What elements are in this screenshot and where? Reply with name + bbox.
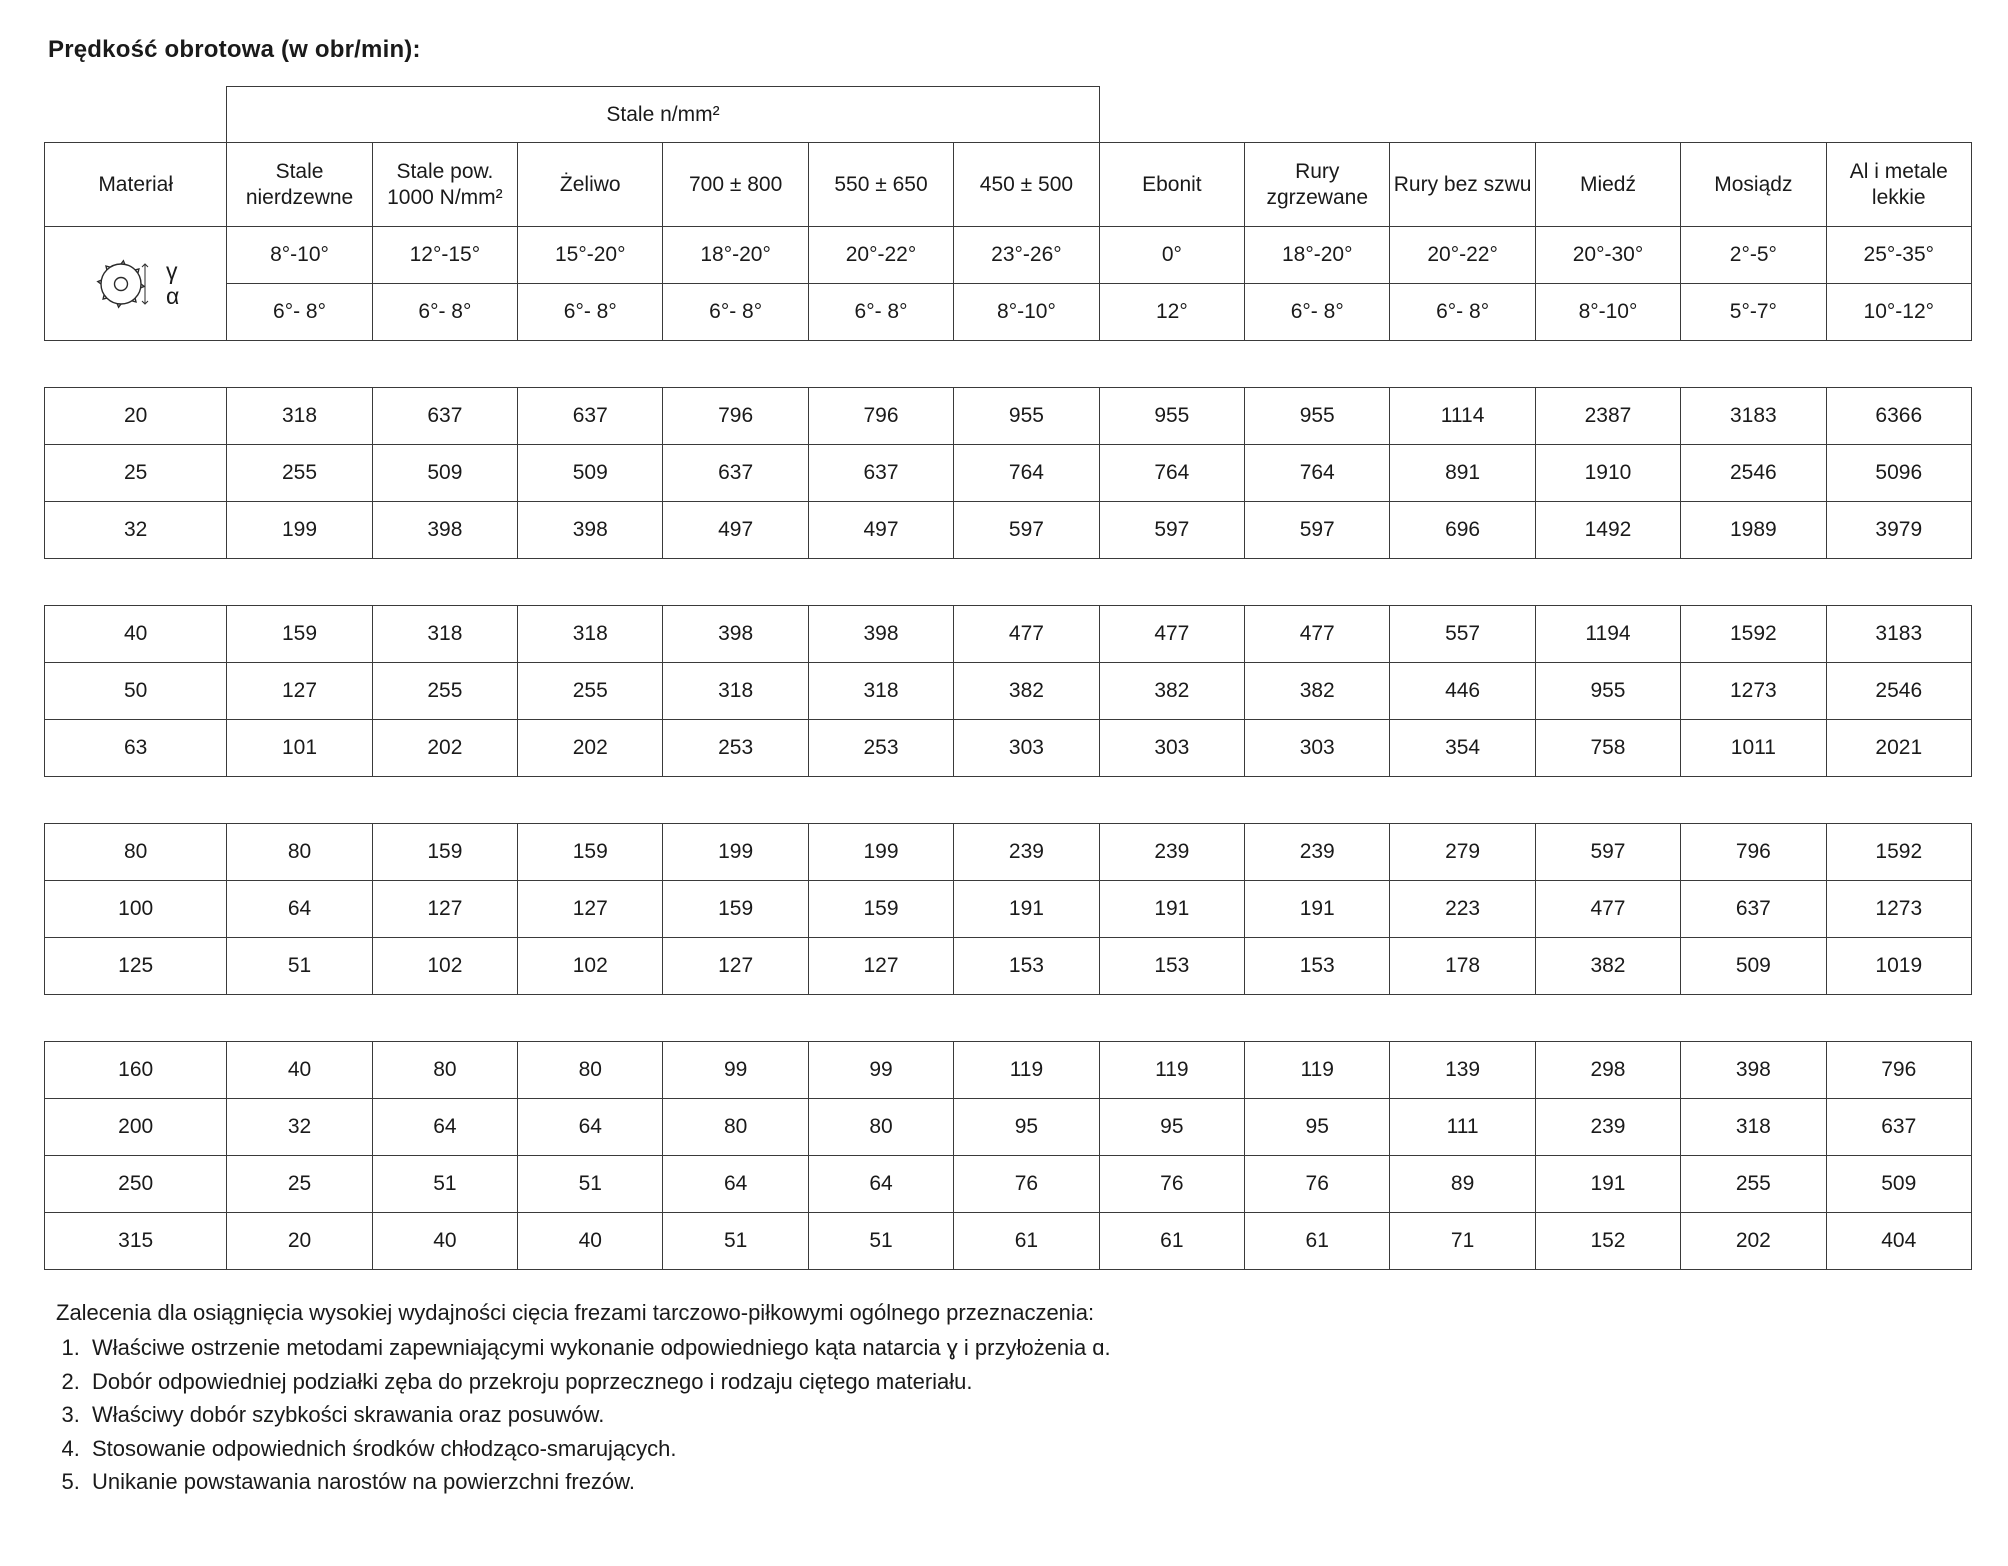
cell-value: 76 bbox=[954, 1156, 1099, 1213]
gamma-value: 0° bbox=[1099, 227, 1244, 284]
cell-value: 80 bbox=[372, 1042, 517, 1099]
cell-value: 477 bbox=[1099, 606, 1244, 663]
gamma-value: 8°-10° bbox=[227, 227, 372, 284]
cell-value: 191 bbox=[1535, 1156, 1680, 1213]
cell-value: 382 bbox=[1535, 938, 1680, 995]
cell-value: 1011 bbox=[1681, 720, 1826, 777]
cell-value: 191 bbox=[954, 881, 1099, 938]
cell-value: 303 bbox=[1245, 720, 1390, 777]
group-header-empty-left bbox=[45, 87, 227, 143]
cell-value: 597 bbox=[1535, 824, 1680, 881]
cell-value: 477 bbox=[1535, 881, 1680, 938]
column-header-550-650: 550 ± 650 bbox=[808, 143, 953, 227]
cell-value: 796 bbox=[1826, 1042, 1971, 1099]
cell-value: 298 bbox=[1535, 1042, 1680, 1099]
gamma-value: 20°-22° bbox=[1390, 227, 1535, 284]
cell-value: 2387 bbox=[1535, 388, 1680, 445]
cell-value: 199 bbox=[808, 824, 953, 881]
column-header-ebonit: Ebonit bbox=[1099, 143, 1244, 227]
cell-value: 1989 bbox=[1681, 502, 1826, 559]
table-row bbox=[45, 502, 1972, 559]
gamma-value: 15°-20° bbox=[518, 227, 663, 284]
column-header-miedz: Miedź bbox=[1535, 143, 1680, 227]
cell-value: 159 bbox=[518, 824, 663, 881]
cell-value: 202 bbox=[372, 720, 517, 777]
cell-value: 199 bbox=[663, 824, 808, 881]
table-row bbox=[45, 388, 1972, 445]
cell-value: 477 bbox=[954, 606, 1099, 663]
alpha-value: 8°-10° bbox=[954, 284, 1099, 341]
cell-value: 152 bbox=[1535, 1213, 1680, 1270]
cell-value: 239 bbox=[954, 824, 1099, 881]
alpha-value: 8°-10° bbox=[1535, 284, 1680, 341]
alpha-value: 6°- 8° bbox=[663, 284, 808, 341]
cell-value: 51 bbox=[808, 1213, 953, 1270]
cell-value: 223 bbox=[1390, 881, 1535, 938]
cell-value: 5096 bbox=[1826, 445, 1971, 502]
cell-value: 127 bbox=[227, 663, 372, 720]
recommendations-list bbox=[56, 1331, 1964, 1498]
cell-value: 2546 bbox=[1681, 445, 1826, 502]
row-material: 160 bbox=[45, 1042, 227, 1099]
column-header-material: Materiał bbox=[45, 143, 227, 227]
table-group-header-row bbox=[45, 87, 1972, 143]
cell-value: 764 bbox=[954, 445, 1099, 502]
table-row bbox=[45, 1156, 1972, 1213]
cell-value: 64 bbox=[808, 1156, 953, 1213]
alpha-value: 5°-7° bbox=[1681, 284, 1826, 341]
cell-value: 239 bbox=[1099, 824, 1244, 881]
cell-value: 20 bbox=[227, 1213, 372, 1270]
cell-value: 32 bbox=[227, 1099, 372, 1156]
gamma-value: 25°-35° bbox=[1826, 227, 1971, 284]
cell-value: 127 bbox=[663, 938, 808, 995]
table-row bbox=[45, 1213, 1972, 1270]
column-header-450-500: 450 ± 500 bbox=[954, 143, 1099, 227]
cell-value: 202 bbox=[518, 720, 663, 777]
row-material: 100 bbox=[45, 881, 227, 938]
block-spacer bbox=[45, 341, 1972, 388]
cell-value: 119 bbox=[954, 1042, 1099, 1099]
group-header-steels: Stale n/mm² bbox=[227, 87, 1099, 143]
gamma-value: 20°-22° bbox=[808, 227, 953, 284]
cell-value: 1910 bbox=[1535, 445, 1680, 502]
cell-value: 318 bbox=[663, 663, 808, 720]
row-material: 125 bbox=[45, 938, 227, 995]
cell-value: 1492 bbox=[1535, 502, 1680, 559]
cell-value: 318 bbox=[372, 606, 517, 663]
cell-value: 597 bbox=[1099, 502, 1244, 559]
column-header-rury-bez-szwu: Rury bez szwu bbox=[1390, 143, 1535, 227]
cell-value: 3183 bbox=[1826, 606, 1971, 663]
cell-value: 1273 bbox=[1826, 881, 1971, 938]
cell-value: 2021 bbox=[1826, 720, 1971, 777]
saw-blade-icon bbox=[92, 251, 158, 317]
cell-value: 497 bbox=[663, 502, 808, 559]
row-material: 20 bbox=[45, 388, 227, 445]
gamma-value: 23°-26° bbox=[954, 227, 1099, 284]
cell-value: 80 bbox=[808, 1099, 953, 1156]
recommendations-section bbox=[56, 1296, 1964, 1499]
block-spacer bbox=[45, 995, 1972, 1042]
cell-value: 153 bbox=[1245, 938, 1390, 995]
column-header-mosiadz: Mosiądz bbox=[1681, 143, 1826, 227]
cell-value: 398 bbox=[372, 502, 517, 559]
cell-value: 40 bbox=[372, 1213, 517, 1270]
cell-value: 76 bbox=[1245, 1156, 1390, 1213]
cell-value: 25 bbox=[227, 1156, 372, 1213]
cell-value: 202 bbox=[1681, 1213, 1826, 1270]
alpha-value: 6°- 8° bbox=[1390, 284, 1535, 341]
cell-value: 3979 bbox=[1826, 502, 1971, 559]
column-header-stale-nierdzewne: Stale nierdzewne bbox=[227, 143, 372, 227]
cell-value: 2546 bbox=[1826, 663, 1971, 720]
cell-value: 796 bbox=[663, 388, 808, 445]
alpha-symbol: α bbox=[166, 282, 180, 309]
cell-value: 61 bbox=[1099, 1213, 1244, 1270]
cell-value: 597 bbox=[954, 502, 1099, 559]
group-header-empty-right bbox=[1099, 87, 1971, 143]
cell-value: 239 bbox=[1535, 1099, 1680, 1156]
cell-value: 637 bbox=[372, 388, 517, 445]
cell-value: 64 bbox=[518, 1099, 663, 1156]
cell-value: 255 bbox=[1681, 1156, 1826, 1213]
cell-value: 398 bbox=[663, 606, 808, 663]
gamma-value: 18°-20° bbox=[663, 227, 808, 284]
cell-value: 95 bbox=[1245, 1099, 1390, 1156]
gamma-value: 20°-30° bbox=[1535, 227, 1680, 284]
cell-value: 51 bbox=[518, 1156, 663, 1213]
cell-value: 61 bbox=[1245, 1213, 1390, 1270]
cell-value: 99 bbox=[663, 1042, 808, 1099]
cell-value: 303 bbox=[954, 720, 1099, 777]
cell-value: 318 bbox=[518, 606, 663, 663]
cell-value: 398 bbox=[1681, 1042, 1826, 1099]
cell-value: 51 bbox=[227, 938, 372, 995]
cell-value: 1194 bbox=[1535, 606, 1680, 663]
cell-value: 3183 bbox=[1681, 388, 1826, 445]
cell-value: 159 bbox=[808, 881, 953, 938]
cell-value: 382 bbox=[1245, 663, 1390, 720]
cell-value: 191 bbox=[1099, 881, 1244, 938]
cell-value: 255 bbox=[372, 663, 517, 720]
gamma-angle-row bbox=[45, 227, 1972, 284]
cell-value: 64 bbox=[663, 1156, 808, 1213]
column-header-zeliwo: Żeliwo bbox=[518, 143, 663, 227]
cell-value: 253 bbox=[663, 720, 808, 777]
table-row bbox=[45, 824, 1972, 881]
cell-value: 64 bbox=[372, 1099, 517, 1156]
column-header-al-metale-lekkie: Al i metale lekkie bbox=[1826, 143, 1971, 227]
cell-value: 1273 bbox=[1681, 663, 1826, 720]
cell-value: 398 bbox=[518, 502, 663, 559]
cell-value: 557 bbox=[1390, 606, 1535, 663]
angle-symbols bbox=[166, 259, 179, 307]
page-title: Prędkość obrotowa (w obr/min): bbox=[48, 36, 421, 63]
list-item: 5. Unikanie powstawania narostów na powierzchni frezów. bbox=[86, 1465, 1964, 1498]
row-material: 32 bbox=[45, 502, 227, 559]
block-spacer bbox=[45, 559, 1972, 606]
cell-value: 127 bbox=[518, 881, 663, 938]
cell-value: 255 bbox=[227, 445, 372, 502]
cell-value: 119 bbox=[1245, 1042, 1390, 1099]
cell-value: 139 bbox=[1390, 1042, 1535, 1099]
cell-value: 955 bbox=[1245, 388, 1390, 445]
cell-value: 239 bbox=[1245, 824, 1390, 881]
table-row bbox=[45, 1042, 1972, 1099]
cell-value: 127 bbox=[372, 881, 517, 938]
cell-value: 382 bbox=[1099, 663, 1244, 720]
cell-value: 64 bbox=[227, 881, 372, 938]
cell-value: 61 bbox=[954, 1213, 1099, 1270]
cell-value: 637 bbox=[663, 445, 808, 502]
alpha-value: 6°- 8° bbox=[227, 284, 372, 341]
cell-value: 696 bbox=[1390, 502, 1535, 559]
table-row bbox=[45, 938, 1972, 995]
cell-value: 758 bbox=[1535, 720, 1680, 777]
cell-value: 159 bbox=[663, 881, 808, 938]
cell-value: 159 bbox=[372, 824, 517, 881]
cell-value: 80 bbox=[518, 1042, 663, 1099]
cell-value: 509 bbox=[518, 445, 663, 502]
cell-value: 111 bbox=[1390, 1099, 1535, 1156]
cell-value: 354 bbox=[1390, 720, 1535, 777]
cell-value: 127 bbox=[808, 938, 953, 995]
cell-value: 796 bbox=[808, 388, 953, 445]
cell-value: 796 bbox=[1681, 824, 1826, 881]
cell-value: 509 bbox=[1826, 1156, 1971, 1213]
cell-value: 764 bbox=[1099, 445, 1244, 502]
cell-value: 497 bbox=[808, 502, 953, 559]
cell-value: 637 bbox=[1681, 881, 1826, 938]
cell-value: 76 bbox=[1099, 1156, 1244, 1213]
cell-value: 1114 bbox=[1390, 388, 1535, 445]
gamma-symbol: γ bbox=[166, 258, 178, 285]
cell-value: 101 bbox=[227, 720, 372, 777]
cell-value: 89 bbox=[1390, 1156, 1535, 1213]
alpha-value: 6°- 8° bbox=[1245, 284, 1390, 341]
alpha-value: 6°- 8° bbox=[518, 284, 663, 341]
cell-value: 764 bbox=[1245, 445, 1390, 502]
cell-value: 6366 bbox=[1826, 388, 1971, 445]
row-material: 40 bbox=[45, 606, 227, 663]
cell-value: 509 bbox=[1681, 938, 1826, 995]
cell-value: 891 bbox=[1390, 445, 1535, 502]
table-row bbox=[45, 881, 1972, 938]
cell-value: 80 bbox=[227, 824, 372, 881]
cell-value: 404 bbox=[1826, 1213, 1971, 1270]
cell-value: 382 bbox=[954, 663, 1099, 720]
cell-value: 446 bbox=[1390, 663, 1535, 720]
cell-value: 955 bbox=[1535, 663, 1680, 720]
cell-value: 71 bbox=[1390, 1213, 1535, 1270]
list-item: 4. Stosowanie odpowiednich środków chłodząco-smarujących. bbox=[86, 1432, 1964, 1465]
row-material: 50 bbox=[45, 663, 227, 720]
cell-value: 509 bbox=[372, 445, 517, 502]
cell-value: 255 bbox=[518, 663, 663, 720]
alpha-value: 6°- 8° bbox=[372, 284, 517, 341]
column-header-stale-pow-1000: Stale pow. 1000 N/mm² bbox=[372, 143, 517, 227]
cell-value: 95 bbox=[954, 1099, 1099, 1156]
cell-value: 102 bbox=[372, 938, 517, 995]
cell-value: 191 bbox=[1245, 881, 1390, 938]
table-row bbox=[45, 720, 1972, 777]
cell-value: 637 bbox=[1826, 1099, 1971, 1156]
gamma-value: 18°-20° bbox=[1245, 227, 1390, 284]
row-material: 63 bbox=[45, 720, 227, 777]
alpha-value: 12° bbox=[1099, 284, 1244, 341]
cell-value: 398 bbox=[808, 606, 953, 663]
saw-blade-diagram-cell bbox=[45, 227, 227, 341]
alpha-angle-row bbox=[45, 284, 1972, 341]
speed-table bbox=[44, 86, 1972, 1270]
gamma-value: 2°-5° bbox=[1681, 227, 1826, 284]
cell-value: 178 bbox=[1390, 938, 1535, 995]
cell-value: 51 bbox=[663, 1213, 808, 1270]
cell-value: 95 bbox=[1099, 1099, 1244, 1156]
cell-value: 318 bbox=[1681, 1099, 1826, 1156]
column-header-700-800: 700 ± 800 bbox=[663, 143, 808, 227]
table-row bbox=[45, 1099, 1972, 1156]
cell-value: 153 bbox=[1099, 938, 1244, 995]
list-item: 3. Właściwy dobór szybkości skrawania oraz posuwów. bbox=[86, 1398, 1964, 1431]
table-header-row bbox=[45, 143, 1972, 227]
recommendations-lead: Zalecenia dla osiągnięcia wysokiej wydajności cięcia frezami tarczowo-piłkowymi ogólnego przeznaczenia: bbox=[56, 1300, 1095, 1325]
cell-value: 199 bbox=[227, 502, 372, 559]
cell-value: 1019 bbox=[1826, 938, 1971, 995]
cell-value: 637 bbox=[808, 445, 953, 502]
cell-value: 159 bbox=[227, 606, 372, 663]
cell-value: 1592 bbox=[1681, 606, 1826, 663]
table-row bbox=[45, 606, 1972, 663]
cell-value: 99 bbox=[808, 1042, 953, 1099]
row-material: 250 bbox=[45, 1156, 227, 1213]
cell-value: 253 bbox=[808, 720, 953, 777]
cell-value: 637 bbox=[518, 388, 663, 445]
cell-value: 318 bbox=[227, 388, 372, 445]
table-row bbox=[45, 663, 1972, 720]
cell-value: 40 bbox=[518, 1213, 663, 1270]
list-item: 2. Dobór odpowiedniej podziałki zęba do przekroju poprzecznego i rodzaju ciętego materiału. bbox=[86, 1365, 1964, 1398]
alpha-value: 6°- 8° bbox=[808, 284, 953, 341]
cell-value: 318 bbox=[808, 663, 953, 720]
cell-value: 955 bbox=[954, 388, 1099, 445]
alpha-value: 10°-12° bbox=[1826, 284, 1971, 341]
cell-value: 80 bbox=[663, 1099, 808, 1156]
cell-value: 303 bbox=[1099, 720, 1244, 777]
cell-value: 119 bbox=[1099, 1042, 1244, 1099]
cell-value: 955 bbox=[1099, 388, 1244, 445]
block-spacer bbox=[45, 777, 1972, 824]
cell-value: 102 bbox=[518, 938, 663, 995]
cell-value: 40 bbox=[227, 1042, 372, 1099]
row-material: 200 bbox=[45, 1099, 227, 1156]
cell-value: 597 bbox=[1245, 502, 1390, 559]
gamma-value: 12°-15° bbox=[372, 227, 517, 284]
cell-value: 279 bbox=[1390, 824, 1535, 881]
cell-value: 51 bbox=[372, 1156, 517, 1213]
cell-value: 477 bbox=[1245, 606, 1390, 663]
row-material: 80 bbox=[45, 824, 227, 881]
column-header-rury-zgrzewane: Rury zgrzewane bbox=[1245, 143, 1390, 227]
list-item: 1. Właściwe ostrzenie metodami zapewniającymi wykonanie odpowiedniego kąta natarcia ɣ i przyłożenia ɑ. bbox=[86, 1331, 1964, 1364]
row-material: 315 bbox=[45, 1213, 227, 1270]
cell-value: 153 bbox=[954, 938, 1099, 995]
row-material: 25 bbox=[45, 445, 227, 502]
cell-value: 1592 bbox=[1826, 824, 1971, 881]
table-row bbox=[45, 445, 1972, 502]
